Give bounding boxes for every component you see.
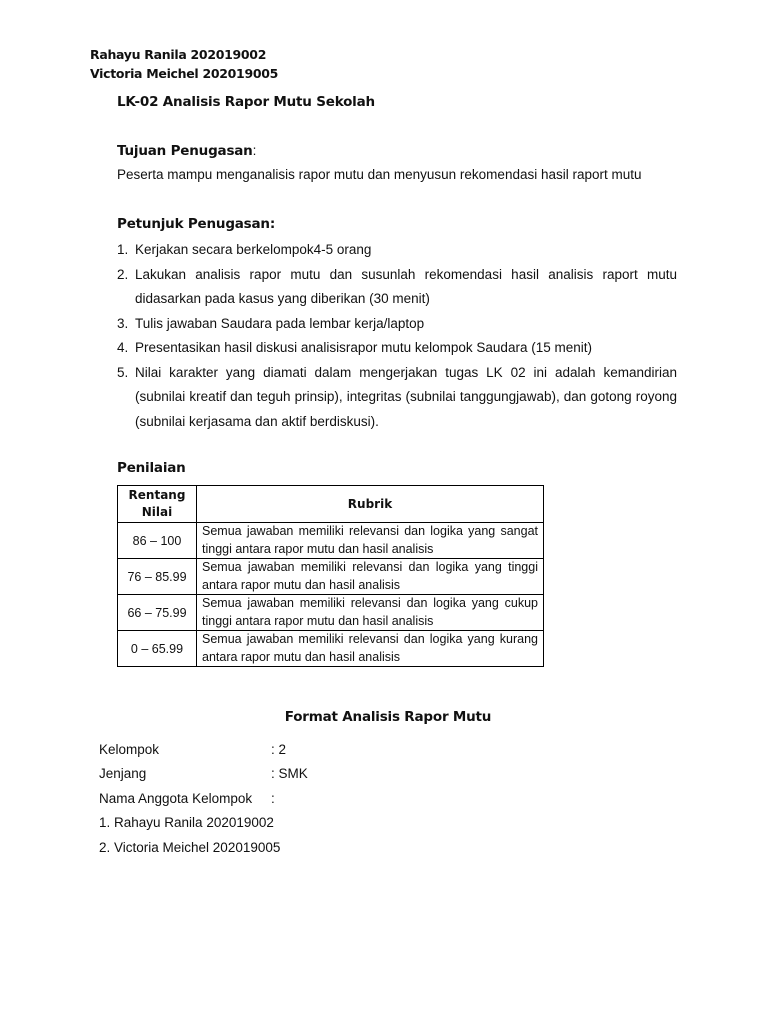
list-item: 2. Lakukan analisis rapor mutu dan susunlah rekomendasi hasil analisis raport mutu didasarkan pada kasus yang diberikan (30 menit) — [117, 266, 677, 306]
penilaian-heading: Penilaian — [117, 460, 186, 476]
rubric-cell: Semua jawaban memiliki relevansi dan logika yang kurang antara rapor mutu dan hasil analisis — [197, 631, 544, 667]
tujuan-label: Tujuan Penugasan — [117, 143, 253, 159]
format-title: Format Analisis Rapor Mutu — [284, 709, 492, 725]
author-line-2: Victoria Meichel 202019005 — [90, 66, 279, 81]
field-label: Jenjang — [99, 766, 147, 781]
rubric-cell: Semua jawaban memiliki relevansi dan logika yang cukup tinggi antara rapor mutu dan hasil analisis — [197, 595, 544, 631]
rubric-table — [117, 485, 544, 667]
member-1: 1. Rahayu Ranila 202019002 — [99, 815, 274, 830]
list-item: 4. Presentasikan hasil diskusi analisisrapor mutu kelompok Saudara (15 menit) — [117, 340, 592, 355]
tujuan-text: Peserta mampu menganalisis rapor mutu dan menyusun rekomendasi hasil raport mutu — [117, 167, 642, 182]
tujuan-colon: : — [252, 143, 257, 158]
table-row — [118, 631, 544, 667]
field-kelompok — [99, 742, 286, 757]
range-cell: 86 – 100 — [118, 523, 197, 559]
field-value: : SMK — [271, 766, 308, 781]
table-row — [118, 595, 544, 631]
list-item: 1. Kerjakan secara berkelompok4-5 orang — [117, 242, 372, 257]
field-jenjang — [99, 766, 308, 781]
range-cell: 76 – 85.99 — [118, 559, 197, 595]
range-cell: 66 – 75.99 — [118, 595, 197, 631]
table-row — [118, 559, 544, 595]
table-header-row — [118, 486, 544, 523]
list-item: 5. Nilai karakter yang diamati dalam mengerjakan tugas LK 02 ini adalah kemandirian (subnilai kreatif dan teguh prinsip), integritas (subnilai tanggungjawab), dan gotong royong (subnilai kerjasama dan aktif berdiskusi). — [117, 364, 677, 429]
range-cell: 0 – 65.99 — [118, 631, 197, 667]
rubric-cell: Semua jawaban memiliki relevansi dan logika yang tinggi antara rapor mutu dan hasil analisis — [197, 559, 544, 595]
field-value: : — [271, 791, 275, 806]
petunjuk-heading: Petunjuk Penugasan: — [117, 216, 276, 232]
rubric-cell: Semua jawaban memiliki relevansi dan logika yang sangat tinggi antara rapor mutu dan hasil analisis — [197, 523, 544, 559]
petunjuk-list — [117, 238, 677, 434]
field-label: Nama Anggota Kelompok — [99, 791, 253, 806]
field-nama-anggota — [99, 791, 275, 806]
tujuan-heading — [117, 143, 256, 159]
header-rubrik: Rubrik — [197, 486, 544, 523]
author-line-1: Rahayu Ranila 202019002 — [90, 47, 267, 62]
member-2: 2. Victoria Meichel 202019005 — [99, 840, 281, 855]
field-label: Kelompok — [99, 742, 160, 757]
field-value: : 2 — [271, 742, 287, 757]
header-rentang-nilai: Rentang Nilai — [118, 486, 197, 523]
list-item: 3. Tulis jawaban Saudara pada lembar kerja/laptop — [117, 315, 425, 331]
document-title: LK-02 Analisis Rapor Mutu Sekolah — [117, 94, 375, 110]
table-row — [118, 523, 544, 559]
